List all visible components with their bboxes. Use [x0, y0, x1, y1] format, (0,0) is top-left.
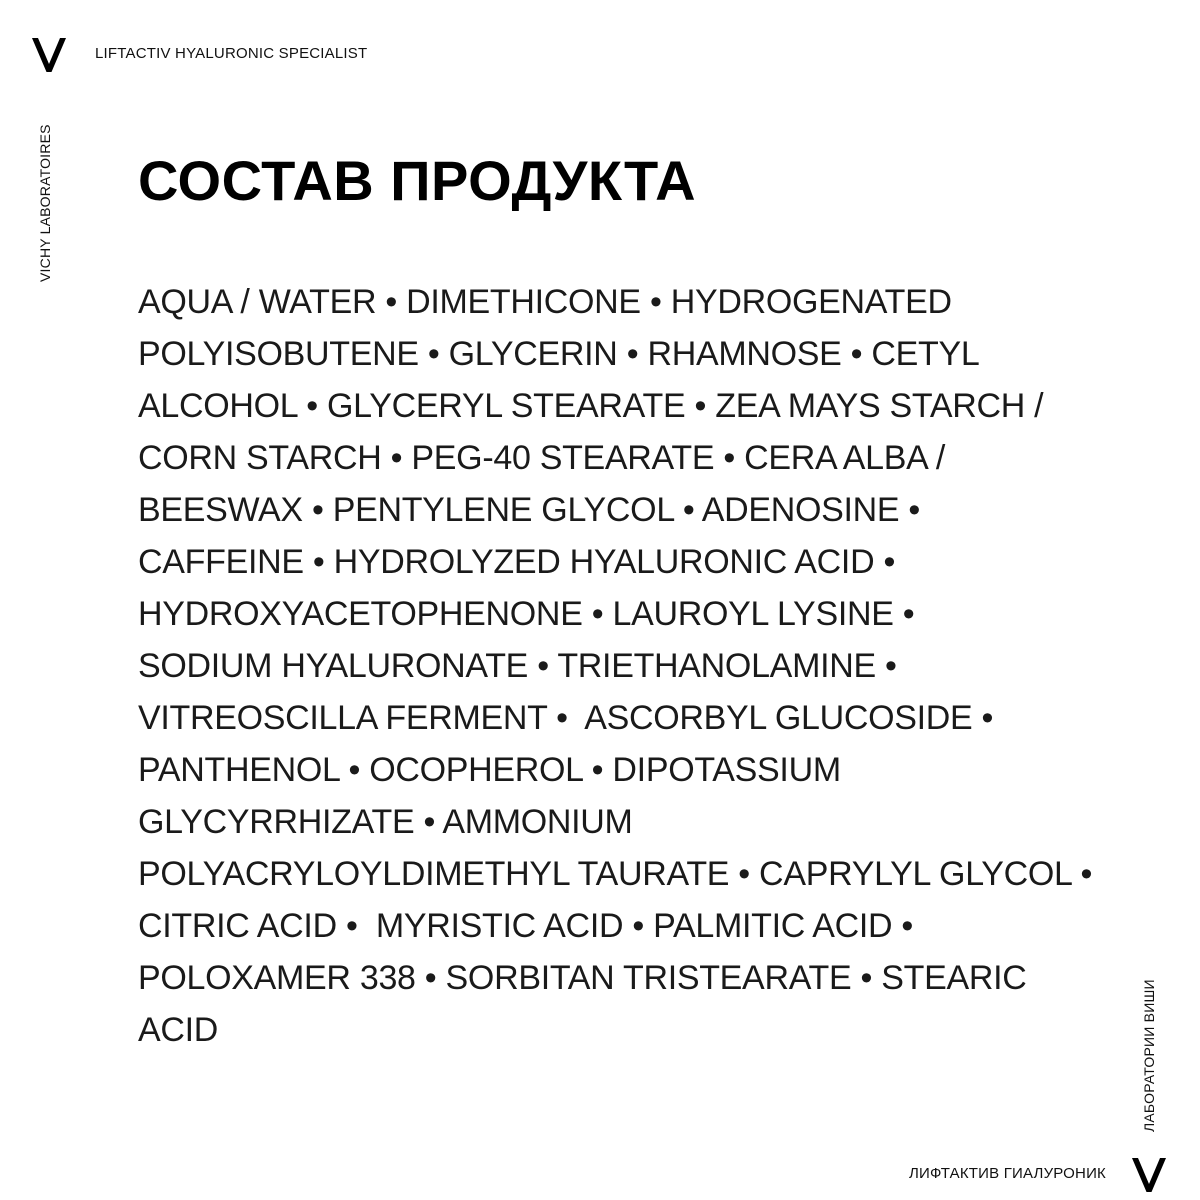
ingredients-line: CITRIC ACID • MYRISTIC ACID • PALMITIC ACID •: [138, 907, 914, 945]
ingredients-line: POLYACRYLOYLDIMETHYL TAURATE • CAPRYLYL GLYCOL •: [138, 855, 1093, 893]
product-line-caption: LIFTACTIV HYALURONIC SPECIALIST: [95, 45, 368, 62]
ingredients-line: VITREOSCILLA FERMENT • ASCORBYL GLUCOSIDE •: [138, 699, 994, 737]
ingredients-line: BEESWAX • PENTYLENE GLYCOL • ADENOSINE •: [138, 491, 921, 529]
ingredients-line: CAFFEINE • HYDROLYZED HYALURONIC ACID •: [138, 543, 896, 581]
vichy-v-logo-icon: [32, 38, 66, 72]
ingredients-line: ALCOHOL • GLYCERYL STEARATE • ZEA MAYS STARCH /: [138, 387, 1044, 425]
brand-vertical-label: VICHY LABORATOIRES: [37, 124, 53, 282]
ingredients-line: PANTHENOL • OCOPHEROL • DIPOTASSIUM: [138, 751, 841, 789]
brand-vertical-label-ru: ЛАБОРАТОРИИ ВИШИ: [1141, 979, 1157, 1132]
ingredients-line: CORN STARCH • PEG-40 STEARATE • CERA ALBA /: [138, 439, 945, 477]
vichy-v-logo-icon: [1132, 1158, 1166, 1192]
ingredients-line: SODIUM HYALURONATE • TRIETHANOLAMINE •: [138, 647, 897, 685]
ingredients-line: ACID: [138, 1011, 219, 1049]
product-name-caption-ru: ЛИФТАКТИВ ГИАЛУРОНИК: [908, 1165, 1106, 1182]
ingredients-line: GLYCYRRHIZATE • AMMONIUM: [138, 803, 633, 841]
ingredients-line: HYDROXYACETOPHENONE • LAUROYL LYSINE •: [138, 595, 915, 633]
ingredients-line: AQUA / WATER • DIMETHICONE • HYDROGENATED: [138, 283, 952, 321]
ingredients-line: POLOXAMER 338 • SORBITAN TRISTEARATE • STEARIC: [138, 959, 1027, 997]
ingredients-line: POLYISOBUTENE • GLYCERIN • RHAMNOSE • CETYL: [138, 335, 980, 373]
ingredients-list: [138, 276, 1092, 1056]
page-title: СОСТАВ ПРОДУКТА: [138, 149, 697, 212]
